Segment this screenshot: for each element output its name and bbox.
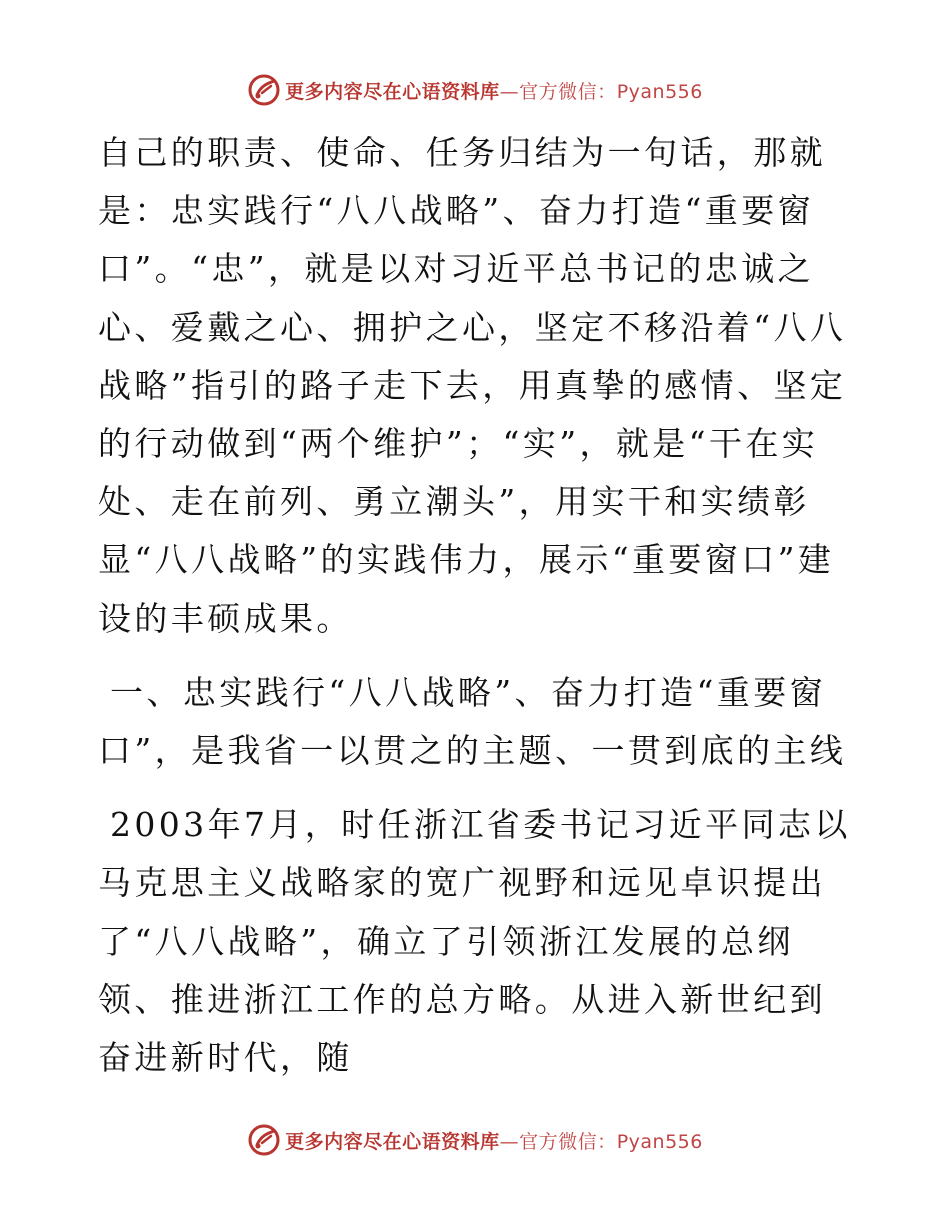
banner-wechat-id: Pyan556 (616, 1130, 703, 1153)
banner-sub-text: 官方微信： (519, 80, 617, 103)
section-heading: 一、忠实践行“八八战略”、奋力打造“重要窗口”，是我省一以贯之的主题、一贯到底的主线 (98, 672, 847, 771)
banner-wechat-id: Pyan556 (616, 80, 703, 103)
banner-main-text: 更多内容尽在心语资料库 (285, 1130, 500, 1153)
banner-text (285, 77, 703, 104)
header-banner (0, 70, 950, 110)
banner-text (285, 1127, 703, 1154)
paragraph-1: 自己的职责、使命、任务归结为一句话，那就是：忠实践行“八八战略”、奋力打造“重要窗口”。“忠”，就是以对习近平总书记的忠诚之心、爱戴之心、拥护之心，坚定不移沿着“八八战略”指引的路子走下去，用真挚的感情、坚定的行动做到“两个维护”；“实”，就是“干在实处、走在前列、勇立潮头”，用实干和实绩彰显“八八战略”的实践伟力，展示“重要窗口”建设的丰硕成果。 (98, 133, 847, 638)
banner-dash: — (499, 1130, 520, 1153)
banner-dash: — (499, 80, 520, 103)
document-body (98, 124, 858, 1087)
paragraph-2: 2003年7月，时任浙江省委书记习近平同志以马克思主义战略家的宽广视野和远见卓识提出了“八八战略”，确立了引领浙江发展的总纲领、推进浙江工作的总方略。从进入新世纪到奋进新时代，随 (98, 805, 851, 1078)
banner-sub-text: 官方微信： (519, 1130, 617, 1153)
footer-banner (0, 1120, 950, 1160)
banner-main-text: 更多内容尽在心语资料库 (285, 80, 500, 103)
brand-logo-icon (247, 73, 281, 107)
brand-logo-icon (247, 1123, 281, 1157)
